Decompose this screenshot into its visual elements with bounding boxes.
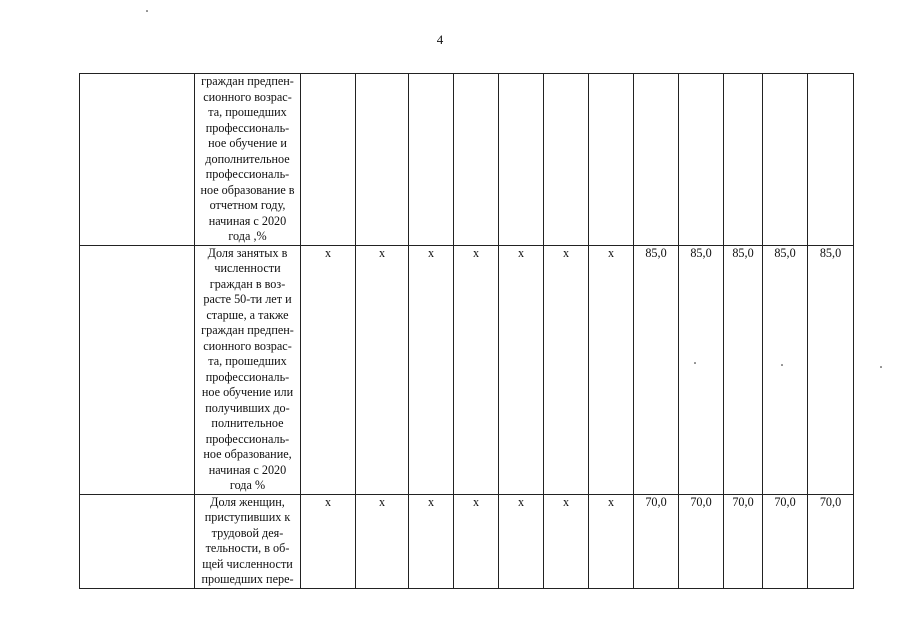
value-cell: х: [544, 245, 589, 494]
table-row: [80, 494, 854, 588]
row-blank-cell: [80, 494, 195, 588]
value-cell: [454, 74, 499, 246]
value-cell: х: [301, 494, 356, 588]
scan-speck: [146, 10, 148, 12]
value-cell: [679, 74, 724, 246]
value-cell: х: [356, 494, 409, 588]
value-cell: 85,0: [763, 245, 808, 494]
row-blank-cell: [80, 245, 195, 494]
value-cell: [589, 74, 634, 246]
indicator-label-cell: [195, 74, 301, 246]
value-cell: 85,0: [808, 245, 854, 494]
page-number: 4: [436, 32, 444, 47]
table-row: [80, 74, 854, 246]
value-cell: х: [301, 245, 356, 494]
value-cell: [499, 74, 544, 246]
value-cell: х: [454, 245, 499, 494]
value-cell: [409, 74, 454, 246]
value-cell: х: [499, 245, 544, 494]
value-cell: х: [409, 494, 454, 588]
value-cell: х: [356, 245, 409, 494]
scan-speck: [880, 366, 882, 368]
indicator-label-cell: [195, 245, 301, 494]
value-cell: [301, 74, 356, 246]
scan-speck: [694, 362, 696, 364]
indicator-table-wrapper: [79, 73, 854, 589]
indicator-table: [79, 73, 854, 589]
indicator-label: Доля женщин, приступивших к трудовой дея- тельности, в об- щей численности прошедших пере-: [201, 494, 294, 586]
value-cell: 70,0: [679, 494, 724, 588]
indicator-label: граждан предпен- сионного возрас- та, прошедших профессиональ- ное обучение и дополнительное профессиональ- ное образование в отчетном году, начиная с 2020 года ,%: [200, 74, 295, 243]
value-cell: 70,0: [808, 494, 854, 588]
value-cell: х: [589, 494, 634, 588]
value-cell: [763, 74, 808, 246]
indicator-label: Доля занятых в численности граждан в воз- расте 50-ти лет и старше, а также граждан предпен- сионного возрас- та, прошедших профессиональ- ное обучение или получивших до- полнительное профессиональ- ное образование, начиная с 2020 года %: [201, 245, 294, 492]
value-cell: х: [409, 245, 454, 494]
value-cell: [356, 74, 409, 246]
value-cell: х: [454, 494, 499, 588]
value-cell: 70,0: [724, 494, 763, 588]
value-cell: 85,0: [679, 245, 724, 494]
value-cell: [544, 74, 589, 246]
value-cell: 70,0: [763, 494, 808, 588]
row-blank-cell: [80, 74, 195, 246]
value-cell: 85,0: [724, 245, 763, 494]
value-cell: [634, 74, 679, 246]
value-cell: [724, 74, 763, 246]
value-cell: х: [544, 494, 589, 588]
scan-speck: [781, 364, 783, 366]
value-cell: 70,0: [634, 494, 679, 588]
indicator-label-cell: [195, 494, 301, 588]
value-cell: [808, 74, 854, 246]
value-cell: х: [589, 245, 634, 494]
value-cell: 85,0: [634, 245, 679, 494]
table-row: [80, 245, 854, 494]
value-cell: х: [499, 494, 544, 588]
